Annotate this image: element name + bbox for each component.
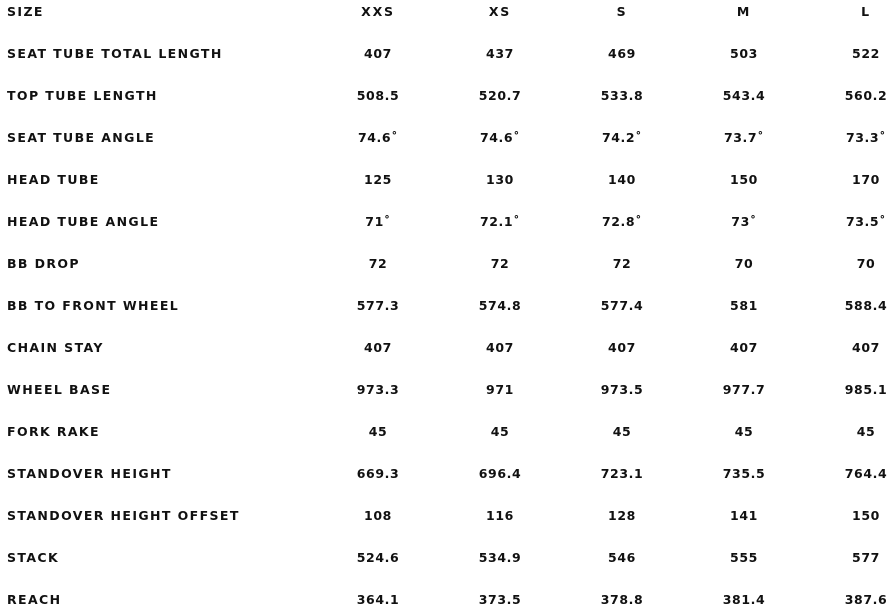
row-label: SEAT TUBE ANGLE bbox=[7, 130, 156, 145]
table-cell: 555 bbox=[730, 550, 758, 565]
table-row bbox=[0, 543, 890, 573]
table-cell: 74.6˚ bbox=[479, 130, 521, 145]
table-cell: 45 bbox=[856, 424, 876, 439]
table-row bbox=[0, 81, 890, 111]
table-row bbox=[0, 291, 890, 321]
table-cell: 70 bbox=[856, 256, 876, 271]
table-cell: 141 bbox=[730, 508, 758, 523]
table-cell: 973.3 bbox=[356, 382, 400, 397]
table-cell: 74.6˚ bbox=[357, 130, 399, 145]
table-cell: 577.3 bbox=[356, 298, 400, 313]
table-cell: 669.3 bbox=[356, 466, 400, 481]
table-cell: 364.1 bbox=[356, 592, 400, 607]
row-label: TOP TUBE LENGTH bbox=[7, 88, 158, 103]
table-cell: 378.8 bbox=[600, 592, 644, 607]
table-cell: 170 bbox=[852, 172, 880, 187]
table-cell: 973.5 bbox=[600, 382, 644, 397]
table-cell: 70 bbox=[734, 256, 754, 271]
table-row bbox=[0, 501, 890, 531]
table-cell: 560.2 bbox=[844, 88, 888, 103]
table-cell: 73.3˚ bbox=[845, 130, 887, 145]
table-cell: 588.4 bbox=[844, 298, 888, 313]
table-cell: 72 bbox=[612, 256, 632, 271]
row-label: STANDOVER HEIGHT OFFSET bbox=[7, 508, 240, 523]
size-header-xs: XS bbox=[488, 4, 512, 19]
table-cell: 407 bbox=[364, 46, 392, 61]
table-cell: 73˚ bbox=[731, 214, 757, 229]
row-label: WHEEL BASE bbox=[7, 382, 112, 397]
table-cell: 407 bbox=[730, 340, 758, 355]
table-cell: 520.7 bbox=[478, 88, 522, 103]
table-cell: 533.8 bbox=[600, 88, 644, 103]
table-header-row bbox=[0, 0, 890, 27]
table-cell: 503 bbox=[730, 46, 758, 61]
table-cell: 971 bbox=[486, 382, 514, 397]
table-cell: 723.1 bbox=[600, 466, 644, 481]
table-cell: 508.5 bbox=[356, 88, 400, 103]
header-label: SIZE bbox=[7, 4, 44, 19]
table-cell: 577 bbox=[852, 550, 880, 565]
table-cell: 546 bbox=[608, 550, 636, 565]
table-cell: 45 bbox=[734, 424, 754, 439]
table-cell: 407 bbox=[852, 340, 880, 355]
table-row bbox=[0, 459, 890, 489]
table-cell: 534.9 bbox=[478, 550, 522, 565]
table-cell: 437 bbox=[486, 46, 514, 61]
table-cell: 407 bbox=[364, 340, 392, 355]
table-cell: 72.8˚ bbox=[601, 214, 643, 229]
table-cell: 73.5˚ bbox=[845, 214, 887, 229]
table-cell: 72 bbox=[368, 256, 388, 271]
table-cell: 116 bbox=[486, 508, 514, 523]
table-row bbox=[0, 249, 890, 279]
table-cell: 577.4 bbox=[600, 298, 644, 313]
size-header-l: L bbox=[861, 4, 871, 19]
table-cell: 977.7 bbox=[722, 382, 766, 397]
row-label: BB TO FRONT WHEEL bbox=[7, 298, 180, 313]
table-cell: 387.6 bbox=[844, 592, 888, 607]
row-label: BB DROP bbox=[7, 256, 80, 271]
table-row bbox=[0, 417, 890, 447]
table-cell: 73.7˚ bbox=[723, 130, 765, 145]
table-row bbox=[0, 333, 890, 363]
size-header-xxs: XXS bbox=[361, 4, 395, 19]
table-cell: 150 bbox=[852, 508, 880, 523]
table-row bbox=[0, 39, 890, 69]
table-cell: 407 bbox=[608, 340, 636, 355]
table-cell: 72 bbox=[490, 256, 510, 271]
table-cell: 469 bbox=[608, 46, 636, 61]
table-cell: 45 bbox=[490, 424, 510, 439]
table-cell: 735.5 bbox=[722, 466, 766, 481]
row-label: SEAT TUBE TOTAL LENGTH bbox=[7, 46, 223, 61]
table-cell: 407 bbox=[486, 340, 514, 355]
row-label: REACH bbox=[7, 592, 62, 607]
row-label: HEAD TUBE bbox=[7, 172, 100, 187]
table-cell: 128 bbox=[608, 508, 636, 523]
table-cell: 71˚ bbox=[365, 214, 391, 229]
table-cell: 45 bbox=[612, 424, 632, 439]
table-cell: 74.2˚ bbox=[601, 130, 643, 145]
table-row bbox=[0, 165, 890, 195]
table-cell: 72.1˚ bbox=[479, 214, 521, 229]
table-cell: 130 bbox=[486, 172, 514, 187]
table-cell: 985.1 bbox=[844, 382, 888, 397]
table-cell: 581 bbox=[730, 298, 758, 313]
table-cell: 150 bbox=[730, 172, 758, 187]
table-row bbox=[0, 585, 890, 615]
table-cell: 381.4 bbox=[722, 592, 766, 607]
table-cell: 696.4 bbox=[478, 466, 522, 481]
row-label: HEAD TUBE ANGLE bbox=[7, 214, 160, 229]
size-header-m: M bbox=[736, 4, 752, 19]
table-cell: 524.6 bbox=[356, 550, 400, 565]
table-cell: 373.5 bbox=[478, 592, 522, 607]
table-row bbox=[0, 207, 890, 237]
row-label: STACK bbox=[7, 550, 60, 565]
table-cell: 125 bbox=[364, 172, 392, 187]
table-cell: 108 bbox=[364, 508, 392, 523]
table-cell: 140 bbox=[608, 172, 636, 187]
row-label: STANDOVER HEIGHT bbox=[7, 466, 172, 481]
row-label: CHAIN STAY bbox=[7, 340, 104, 355]
table-cell: 45 bbox=[368, 424, 388, 439]
table-cell: 543.4 bbox=[722, 88, 766, 103]
row-label: FORK RAKE bbox=[7, 424, 100, 439]
table-cell: 574.8 bbox=[478, 298, 522, 313]
table-cell: 764.4 bbox=[844, 466, 888, 481]
table-cell: 522 bbox=[852, 46, 880, 61]
table-row bbox=[0, 375, 890, 405]
table-row bbox=[0, 123, 890, 153]
size-header-s: S bbox=[616, 4, 628, 19]
